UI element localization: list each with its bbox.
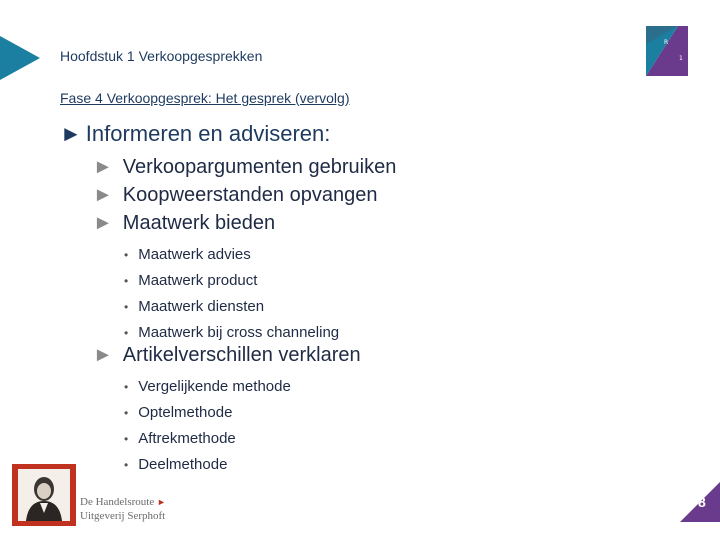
arrow-bullet-icon: ► [93, 156, 113, 178]
publisher-subtitle: Uitgeverij Serphoft [80, 510, 166, 522]
page-number: 8 [698, 494, 706, 510]
sub-list-item-label: Maatwerk bij cross channeling [138, 324, 340, 341]
corner-letter-top: R [664, 39, 669, 46]
heading-arrow-icon: ► [60, 121, 82, 146]
portrait-image [18, 469, 70, 521]
sub-list-item [124, 404, 232, 421]
sub-list-item-label: Vergelijkende methode [138, 378, 291, 395]
list-item-label: Artikelverschillen verklaren [122, 344, 361, 366]
sub-list-item [124, 324, 339, 341]
sub-list-item-label: Maatwerk advies [138, 246, 251, 263]
sub-list-item [124, 246, 251, 263]
decorative-left-triangle [0, 36, 40, 80]
list-item-label: Verkoopargumenten gebruiken [122, 156, 397, 178]
publisher-line1: De Handelsroute [80, 496, 155, 508]
corner-letter-bottom: 1 [679, 55, 683, 62]
sub-list-item [124, 456, 227, 473]
list-item [93, 184, 377, 207]
list-item-label: Maatwerk bieden [122, 212, 276, 234]
list-item [93, 212, 275, 235]
bullet-icon: • [124, 248, 129, 262]
sub-list-item-label: Optelmethode [138, 404, 233, 421]
arrow-bullet-icon: ► [93, 184, 113, 206]
sub-list-item [124, 378, 291, 395]
list-item [93, 156, 396, 179]
bullet-icon: • [124, 432, 129, 446]
sub-list-item [124, 298, 264, 315]
bullet-icon: • [124, 274, 129, 288]
publisher-logo [12, 464, 76, 526]
chapter-title: Hoofdstuk 1 Verkoopgesprekken [60, 48, 263, 64]
portrait-icon [18, 469, 70, 521]
publisher-arrow-icon: ► [156, 497, 166, 507]
bullet-icon: • [124, 406, 129, 420]
arrow-bullet-icon: ► [93, 344, 113, 366]
phase-subtitle: Fase 4 Verkoopgesprek: Het gesprek (vervolg) [60, 90, 350, 106]
sub-list-item-label: Aftrekmethode [138, 430, 236, 447]
bullet-icon: • [124, 380, 129, 394]
publisher-name [80, 496, 166, 508]
sub-list-item-label: Maatwerk product [138, 272, 258, 289]
arrow-bullet-icon: ► [93, 212, 113, 234]
bullet-icon: • [124, 458, 129, 472]
bullet-icon: • [124, 300, 129, 314]
list-item [93, 344, 361, 367]
heading-text: Informeren en adviseren: [85, 121, 331, 146]
list-item-label: Koopweerstanden opvangen [122, 184, 378, 206]
sub-list-item-label: Deelmethode [138, 456, 228, 473]
sub-list-item [124, 272, 257, 289]
sub-list-item-label: Maatwerk diensten [138, 298, 265, 315]
corner-decoration-icon [646, 26, 688, 76]
bullet-icon: • [124, 326, 129, 340]
main-heading [60, 121, 330, 147]
sub-list-item [124, 430, 236, 447]
